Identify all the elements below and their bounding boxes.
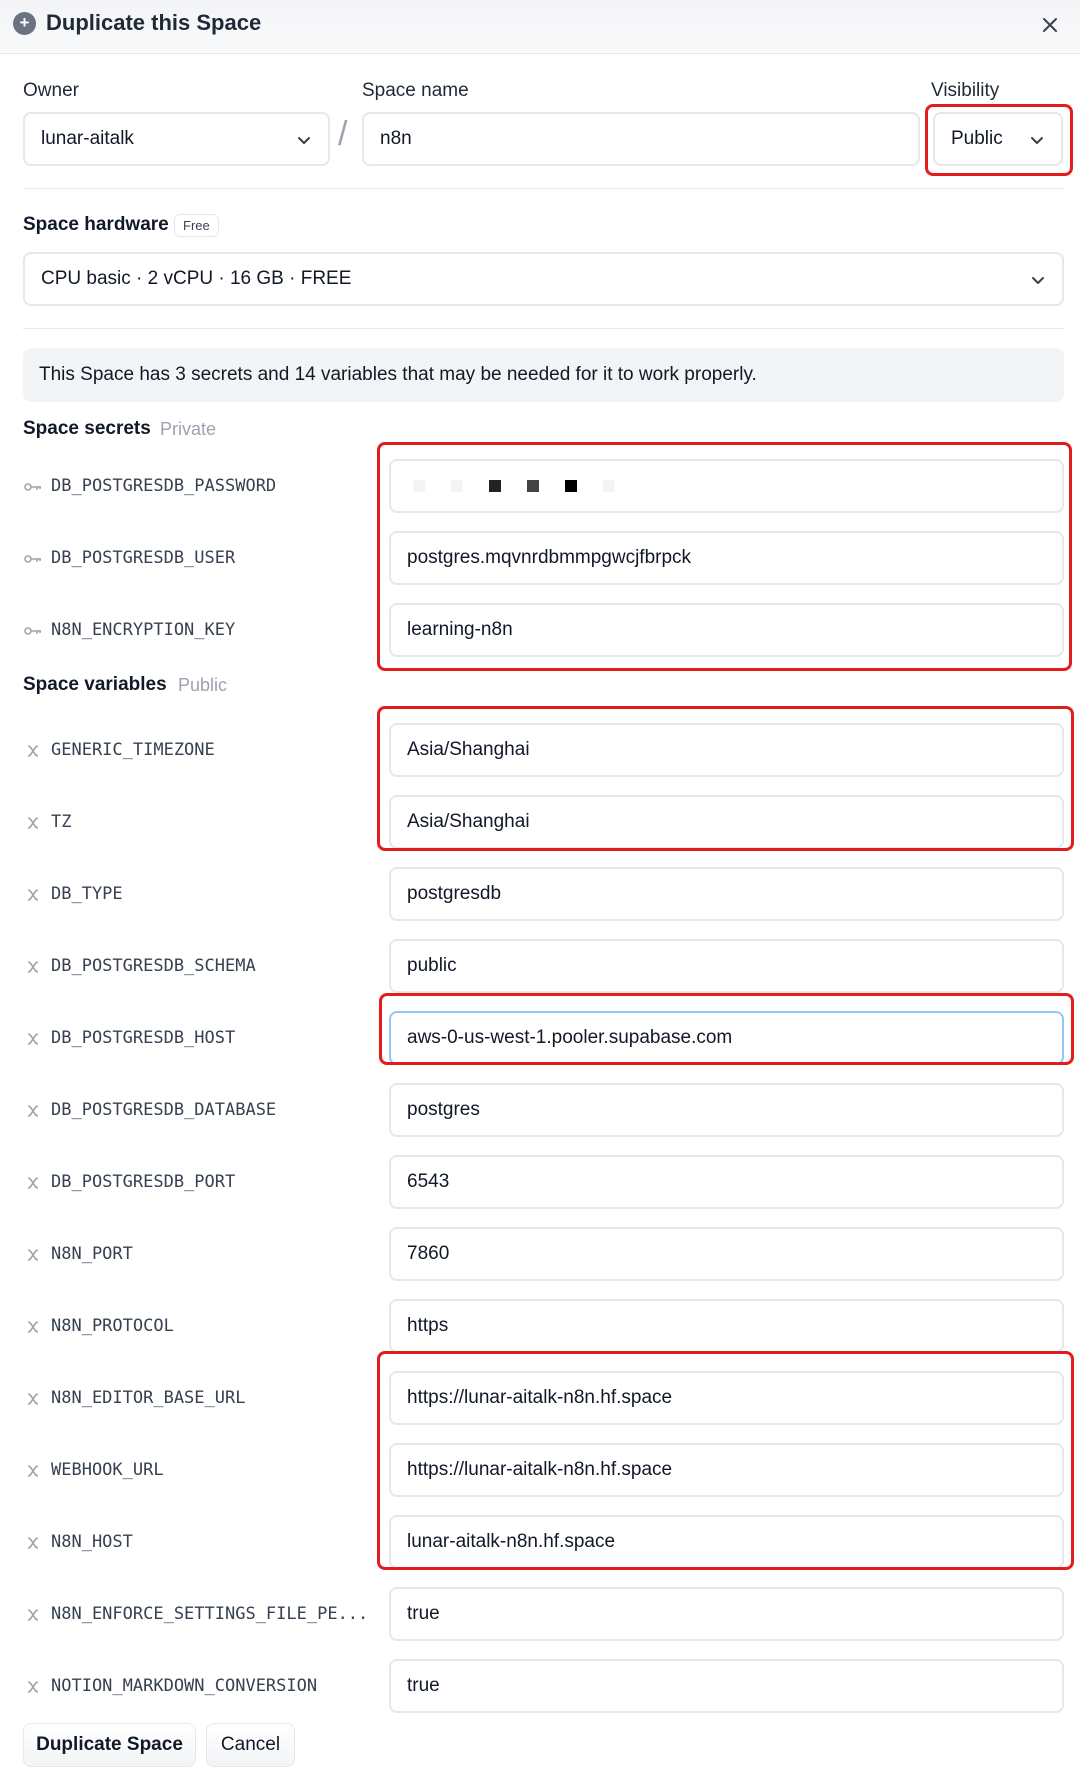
variable-value: https://lunar-aitalk-n8n.hf.space: [407, 1387, 673, 1408]
variable-icon: [24, 958, 42, 976]
variable-icon: [24, 1678, 42, 1696]
password-mask: [407, 480, 641, 492]
variable-name: N8N_ENFORCE_SETTINGS_FILE_PE...: [51, 1604, 369, 1624]
variable-value: postgresdb: [407, 883, 502, 904]
variable-value: Asia/Shanghai: [407, 739, 530, 760]
variable-name: TZ: [51, 812, 72, 832]
variable-value: true: [407, 1675, 440, 1696]
variable-name: DB_POSTGRESDB_HOST: [51, 1028, 236, 1048]
visibility-select[interactable]: [933, 112, 1063, 166]
close-icon[interactable]: [1036, 11, 1064, 39]
space-name-value: n8n: [380, 128, 412, 149]
secrets-title: Space secrets: [23, 418, 151, 439]
variable-value: https://lunar-aitalk-n8n.hf.space: [407, 1459, 673, 1480]
space-name-label: Space name: [362, 80, 469, 101]
variable-value-input[interactable]: [389, 1299, 1064, 1353]
owner-name-separator: /: [338, 115, 348, 153]
variables-subtitle: Public: [178, 675, 228, 695]
visibility-value: Public: [951, 128, 1003, 149]
variable-name: WEBHOOK_URL: [51, 1460, 164, 1480]
variable-icon: [24, 1030, 42, 1048]
variable-name: N8N_PROTOCOL: [51, 1316, 174, 1336]
secret-value-input[interactable]: [389, 603, 1064, 657]
variable-value-input[interactable]: [389, 1443, 1064, 1497]
cancel-button[interactable]: Cancel: [206, 1723, 295, 1767]
dialog-header: [0, 0, 1080, 54]
variable-name: DB_POSTGRESDB_SCHEMA: [51, 956, 256, 976]
secret-name: N8N_ENCRYPTION_KEY: [51, 620, 236, 640]
chevron-down-icon: [296, 132, 312, 148]
variable-icon: [24, 1102, 42, 1120]
key-icon: [24, 622, 42, 640]
variable-icon: [24, 1534, 42, 1552]
variable-name: NOTION_MARKDOWN_CONVERSION: [51, 1676, 318, 1696]
variable-value: true: [407, 1603, 440, 1624]
variable-name: DB_POSTGRESDB_DATABASE: [51, 1100, 277, 1120]
chevron-down-icon: [1030, 272, 1046, 288]
variable-icon: [24, 814, 42, 832]
hardware-badge: Free: [174, 214, 219, 237]
variable-value: postgres: [407, 1099, 480, 1120]
divider: [23, 328, 1064, 329]
duplicate-space-button[interactable]: Duplicate Space: [23, 1723, 196, 1767]
secret-value-input[interactable]: [389, 459, 1064, 513]
owner-label: Owner: [23, 80, 79, 101]
variable-value-input[interactable]: [389, 723, 1064, 777]
divider: [23, 188, 1064, 189]
secret-value-input[interactable]: [389, 531, 1064, 585]
owner-value: lunar-aitalk: [41, 128, 134, 149]
variable-value-input[interactable]: [389, 867, 1064, 921]
secrets-info-banner: This Space has 3 secrets and 14 variables that may be needed for it to work properly.: [23, 348, 1064, 402]
secret-value: postgres.mqvnrdbmmpgwcjfbrpck: [407, 547, 692, 568]
variable-value-input[interactable]: [389, 1083, 1064, 1137]
dialog-title: Duplicate this Space: [46, 10, 262, 35]
variable-value: 7860: [407, 1243, 450, 1264]
variable-value-input[interactable]: [389, 939, 1064, 993]
variable-icon: [24, 1606, 42, 1624]
variable-name: DB_POSTGRESDB_PORT: [51, 1172, 236, 1192]
variable-value: aws-0-us-west-1.pooler.supabase.com: [407, 1027, 733, 1048]
variable-value: 6543: [407, 1171, 450, 1192]
duplicate-icon: +: [13, 12, 36, 35]
variable-name: N8N_EDITOR_BASE_URL: [51, 1388, 246, 1408]
variable-value-input[interactable]: [389, 1515, 1064, 1569]
variable-name: N8N_PORT: [51, 1244, 133, 1264]
variable-icon: [24, 1174, 42, 1192]
variable-value-input[interactable]: [389, 1587, 1064, 1641]
hardware-select[interactable]: [23, 252, 1064, 306]
variable-value: https: [407, 1315, 449, 1336]
chevron-down-icon: [1029, 132, 1045, 148]
secret-value: learning-n8n: [407, 619, 513, 640]
hardware-label: Space hardware: [23, 214, 169, 235]
variable-name: N8N_HOST: [51, 1532, 133, 1552]
variable-name: DB_TYPE: [51, 884, 123, 904]
variable-value: Asia/Shanghai: [407, 811, 530, 832]
key-icon: [24, 550, 42, 568]
variable-value-input[interactable]: [389, 1011, 1064, 1065]
variable-value-input[interactable]: [389, 1659, 1064, 1713]
secret-name: DB_POSTGRESDB_PASSWORD: [51, 476, 277, 496]
variable-icon: [24, 742, 42, 760]
variable-icon: [24, 886, 42, 904]
variable-icon: [24, 1462, 42, 1480]
secret-name: DB_POSTGRESDB_USER: [51, 548, 236, 568]
hardware-value: CPU basic · 2 vCPU · 16 GB · FREE: [41, 268, 352, 289]
variable-icon: [24, 1246, 42, 1264]
space-name-input[interactable]: [362, 112, 920, 166]
owner-select[interactable]: [23, 112, 330, 166]
variable-value-input[interactable]: [389, 795, 1064, 849]
variable-value-input[interactable]: [389, 1371, 1064, 1425]
secrets-subtitle: Private: [160, 419, 217, 439]
variable-value-input[interactable]: [389, 1227, 1064, 1281]
variable-icon: [24, 1318, 42, 1336]
variable-value: lunar-aitalk-n8n.hf.space: [407, 1531, 616, 1552]
variable-value-input[interactable]: [389, 1155, 1064, 1209]
variable-name: GENERIC_TIMEZONE: [51, 740, 215, 760]
variable-value: public: [407, 955, 457, 976]
variables-title: Space variables: [23, 674, 167, 695]
key-icon: [24, 478, 42, 496]
variable-icon: [24, 1390, 42, 1408]
visibility-label: Visibility: [931, 80, 1000, 101]
